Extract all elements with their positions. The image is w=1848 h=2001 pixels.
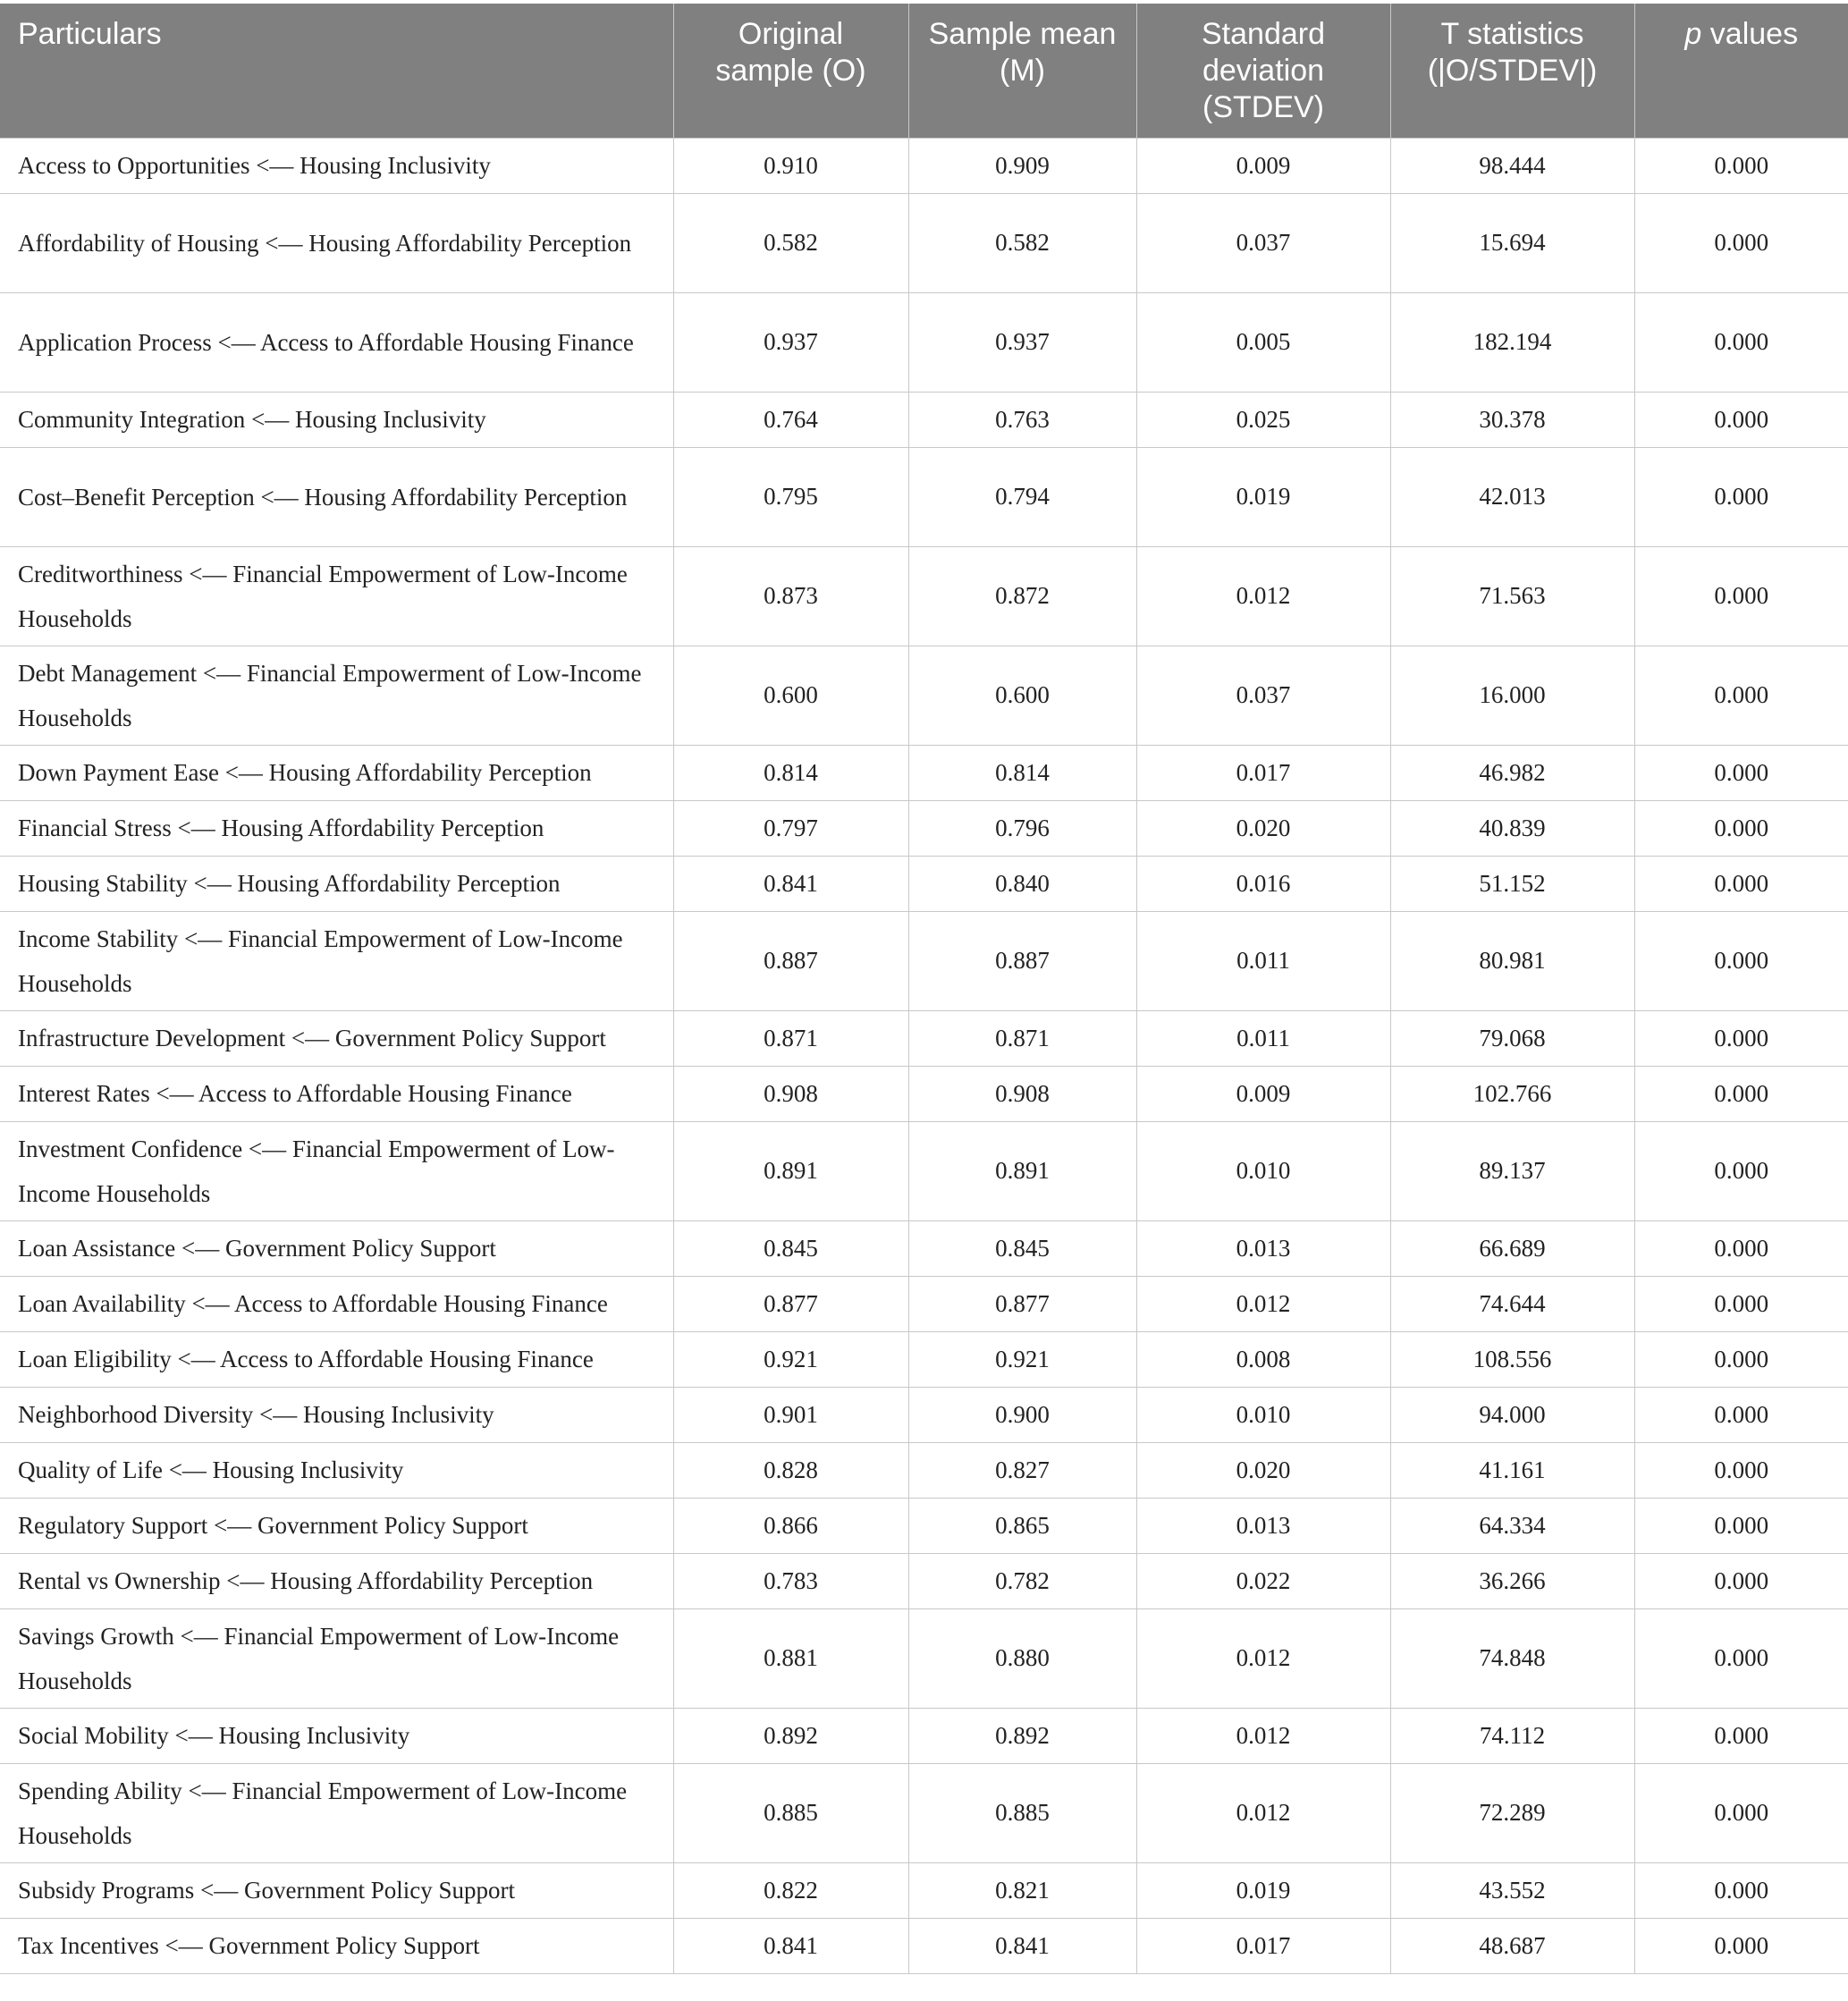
cell-original-sample: 0.783: [673, 1553, 908, 1608]
row-label: Income Stability <— Financial Empowerment of Low-Income Households: [0, 911, 673, 1010]
cell-original-sample: 0.937: [673, 292, 908, 392]
cell-p-value: 0.000: [1634, 1387, 1848, 1442]
cell-t-statistic: 51.152: [1390, 856, 1634, 911]
cell-t-statistic: 108.556: [1390, 1331, 1634, 1387]
row-label: Creditworthiness <— Financial Empowerment of Low-Income Households: [0, 546, 673, 646]
row-label: Affordability of Housing <— Housing Affordability Perception: [0, 193, 673, 292]
header-t-statistics: T statistics (|O/STDEV|): [1390, 4, 1634, 138]
cell-original-sample: 0.845: [673, 1220, 908, 1276]
cell-sample-mean: 0.600: [908, 646, 1136, 745]
cell-sample-mean: 0.841: [908, 1918, 1136, 1973]
cell-original-sample: 0.814: [673, 745, 908, 800]
cell-original-sample: 0.910: [673, 138, 908, 193]
table-header: [0, 4, 1848, 138]
cell-original-sample: 0.901: [673, 1387, 908, 1442]
table-row: [0, 1331, 1848, 1387]
cell-original-sample: 0.795: [673, 447, 908, 546]
table-row: [0, 447, 1848, 546]
table-row: [0, 1553, 1848, 1608]
table-row: [0, 800, 1848, 856]
cell-standard-deviation: 0.037: [1136, 193, 1390, 292]
cell-standard-deviation: 0.012: [1136, 1608, 1390, 1708]
cell-t-statistic: 102.766: [1390, 1066, 1634, 1121]
cell-t-statistic: 15.694: [1390, 193, 1634, 292]
cell-sample-mean: 0.845: [908, 1220, 1136, 1276]
cell-p-value: 0.000: [1634, 646, 1848, 745]
header-original-sample: Original sample (O): [673, 4, 908, 138]
cell-standard-deviation: 0.020: [1136, 800, 1390, 856]
cell-standard-deviation: 0.011: [1136, 1010, 1390, 1066]
row-label: Investment Confidence <— Financial Empowerment of Low-Income Households: [0, 1121, 673, 1220]
cell-p-value: 0.000: [1634, 193, 1848, 292]
cell-t-statistic: 40.839: [1390, 800, 1634, 856]
table-row: [0, 1608, 1848, 1708]
cell-standard-deviation: 0.013: [1136, 1498, 1390, 1553]
cell-original-sample: 0.582: [673, 193, 908, 292]
row-label: Financial Stress <— Housing Affordability Perception: [0, 800, 673, 856]
table-row: [0, 392, 1848, 447]
row-label: Loan Availability <— Access to Affordable Housing Finance: [0, 1276, 673, 1331]
cell-t-statistic: 66.689: [1390, 1220, 1634, 1276]
cell-original-sample: 0.600: [673, 646, 908, 745]
header-sample-mean: Sample mean (M): [908, 4, 1136, 138]
cell-p-value: 0.000: [1634, 292, 1848, 392]
cell-sample-mean: 0.827: [908, 1442, 1136, 1498]
cell-p-value: 0.000: [1634, 1763, 1848, 1862]
cell-sample-mean: 0.921: [908, 1331, 1136, 1387]
row-label: Regulatory Support <— Government Policy Support: [0, 1498, 673, 1553]
cell-p-value: 0.000: [1634, 1553, 1848, 1608]
cell-sample-mean: 0.840: [908, 856, 1136, 911]
row-label: Neighborhood Diversity <— Housing Inclusivity: [0, 1387, 673, 1442]
cell-standard-deviation: 0.020: [1136, 1442, 1390, 1498]
results-table: [0, 4, 1848, 1974]
cell-t-statistic: 98.444: [1390, 138, 1634, 193]
header-standard-deviation: Standard deviation (STDEV): [1136, 4, 1390, 138]
cell-sample-mean: 0.782: [908, 1553, 1136, 1608]
cell-t-statistic: 72.289: [1390, 1763, 1634, 1862]
cell-p-value: 0.000: [1634, 1010, 1848, 1066]
cell-p-value: 0.000: [1634, 1442, 1848, 1498]
header-p-values: p values: [1634, 4, 1848, 138]
cell-p-value: 0.000: [1634, 1608, 1848, 1708]
cell-t-statistic: 43.552: [1390, 1862, 1634, 1918]
cell-p-value: 0.000: [1634, 1331, 1848, 1387]
cell-t-statistic: 74.112: [1390, 1708, 1634, 1763]
cell-t-statistic: 74.848: [1390, 1608, 1634, 1708]
cell-standard-deviation: 0.012: [1136, 1763, 1390, 1862]
cell-original-sample: 0.764: [673, 392, 908, 447]
cell-standard-deviation: 0.037: [1136, 646, 1390, 745]
cell-p-value: 0.000: [1634, 800, 1848, 856]
cell-sample-mean: 0.885: [908, 1763, 1136, 1862]
cell-sample-mean: 0.582: [908, 193, 1136, 292]
cell-t-statistic: 182.194: [1390, 292, 1634, 392]
table-row: [0, 193, 1848, 292]
table-row: [0, 1862, 1848, 1918]
cell-original-sample: 0.891: [673, 1121, 908, 1220]
cell-sample-mean: 0.892: [908, 1708, 1136, 1763]
table-row: [0, 1498, 1848, 1553]
cell-standard-deviation: 0.009: [1136, 1066, 1390, 1121]
cell-p-value: 0.000: [1634, 546, 1848, 646]
cell-p-value: 0.000: [1634, 392, 1848, 447]
cell-t-statistic: 74.644: [1390, 1276, 1634, 1331]
table-row: [0, 1918, 1848, 1973]
cell-sample-mean: 0.937: [908, 292, 1136, 392]
cell-original-sample: 0.871: [673, 1010, 908, 1066]
cell-sample-mean: 0.909: [908, 138, 1136, 193]
cell-original-sample: 0.885: [673, 1763, 908, 1862]
cell-standard-deviation: 0.005: [1136, 292, 1390, 392]
row-label: Interest Rates <— Access to Affordable Housing Finance: [0, 1066, 673, 1121]
table-row: [0, 1010, 1848, 1066]
cell-t-statistic: 71.563: [1390, 546, 1634, 646]
cell-sample-mean: 0.763: [908, 392, 1136, 447]
cell-t-statistic: 42.013: [1390, 447, 1634, 546]
row-label: Subsidy Programs <— Government Policy Support: [0, 1862, 673, 1918]
cell-standard-deviation: 0.016: [1136, 856, 1390, 911]
cell-original-sample: 0.797: [673, 800, 908, 856]
cell-original-sample: 0.877: [673, 1276, 908, 1331]
row-label: Down Payment Ease <— Housing Affordability Perception: [0, 745, 673, 800]
cell-p-value: 0.000: [1634, 1121, 1848, 1220]
cell-p-value: 0.000: [1634, 447, 1848, 546]
cell-sample-mean: 0.821: [908, 1862, 1136, 1918]
cell-standard-deviation: 0.012: [1136, 1708, 1390, 1763]
row-label: Housing Stability <— Housing Affordability Perception: [0, 856, 673, 911]
cell-standard-deviation: 0.008: [1136, 1331, 1390, 1387]
cell-standard-deviation: 0.012: [1136, 1276, 1390, 1331]
table-row: [0, 1276, 1848, 1331]
cell-t-statistic: 48.687: [1390, 1918, 1634, 1973]
cell-sample-mean: 0.887: [908, 911, 1136, 1010]
header-row: [0, 4, 1848, 138]
cell-original-sample: 0.908: [673, 1066, 908, 1121]
header-particulars: Particulars: [0, 4, 673, 138]
table-row: [0, 745, 1848, 800]
table-row: [0, 546, 1848, 646]
cell-standard-deviation: 0.022: [1136, 1553, 1390, 1608]
table-row: [0, 646, 1848, 745]
cell-sample-mean: 0.796: [908, 800, 1136, 856]
cell-standard-deviation: 0.019: [1136, 1862, 1390, 1918]
cell-p-value: 0.000: [1634, 911, 1848, 1010]
cell-p-value: 0.000: [1634, 1276, 1848, 1331]
cell-standard-deviation: 0.012: [1136, 546, 1390, 646]
row-label: Rental vs Ownership <— Housing Affordability Perception: [0, 1553, 673, 1608]
cell-sample-mean: 0.865: [908, 1498, 1136, 1553]
row-label: Infrastructure Development <— Government Policy Support: [0, 1010, 673, 1066]
cell-standard-deviation: 0.019: [1136, 447, 1390, 546]
cell-original-sample: 0.841: [673, 856, 908, 911]
row-label: Application Process <— Access to Affordable Housing Finance: [0, 292, 673, 392]
table-row: [0, 911, 1848, 1010]
cell-t-statistic: 41.161: [1390, 1442, 1634, 1498]
cell-t-statistic: 64.334: [1390, 1498, 1634, 1553]
row-label: Quality of Life <— Housing Inclusivity: [0, 1442, 673, 1498]
cell-standard-deviation: 0.025: [1136, 392, 1390, 447]
cell-standard-deviation: 0.017: [1136, 1918, 1390, 1973]
cell-t-statistic: 16.000: [1390, 646, 1634, 745]
cell-p-value: 0.000: [1634, 1862, 1848, 1918]
cell-original-sample: 0.828: [673, 1442, 908, 1498]
table-row: [0, 856, 1848, 911]
cell-t-statistic: 89.137: [1390, 1121, 1634, 1220]
cell-t-statistic: 30.378: [1390, 392, 1634, 447]
table-row: [0, 138, 1848, 193]
cell-t-statistic: 94.000: [1390, 1387, 1634, 1442]
cell-sample-mean: 0.872: [908, 546, 1136, 646]
table-row: [0, 1708, 1848, 1763]
cell-t-statistic: 80.981: [1390, 911, 1634, 1010]
table-row: [0, 1763, 1848, 1862]
cell-p-value: 0.000: [1634, 1918, 1848, 1973]
row-label: Loan Eligibility <— Access to Affordable Housing Finance: [0, 1331, 673, 1387]
row-label: Savings Growth <— Financial Empowerment of Low-Income Households: [0, 1608, 673, 1708]
cell-p-value: 0.000: [1634, 856, 1848, 911]
cell-original-sample: 0.881: [673, 1608, 908, 1708]
row-label: Cost–Benefit Perception <— Housing Affordability Perception: [0, 447, 673, 546]
table-row: [0, 1442, 1848, 1498]
cell-original-sample: 0.822: [673, 1862, 908, 1918]
cell-sample-mean: 0.794: [908, 447, 1136, 546]
table-row: [0, 1387, 1848, 1442]
cell-original-sample: 0.887: [673, 911, 908, 1010]
cell-sample-mean: 0.871: [908, 1010, 1136, 1066]
cell-standard-deviation: 0.010: [1136, 1121, 1390, 1220]
row-label: Social Mobility <— Housing Inclusivity: [0, 1708, 673, 1763]
row-label: Spending Ability <— Financial Empowerment of Low-Income Households: [0, 1763, 673, 1862]
cell-p-value: 0.000: [1634, 1220, 1848, 1276]
cell-original-sample: 0.866: [673, 1498, 908, 1553]
cell-standard-deviation: 0.013: [1136, 1220, 1390, 1276]
cell-sample-mean: 0.877: [908, 1276, 1136, 1331]
cell-standard-deviation: 0.011: [1136, 911, 1390, 1010]
table-row: [0, 1066, 1848, 1121]
cell-p-value: 0.000: [1634, 1066, 1848, 1121]
cell-t-statistic: 46.982: [1390, 745, 1634, 800]
table-row: [0, 1121, 1848, 1220]
cell-sample-mean: 0.880: [908, 1608, 1136, 1708]
cell-sample-mean: 0.900: [908, 1387, 1136, 1442]
cell-sample-mean: 0.891: [908, 1121, 1136, 1220]
cell-original-sample: 0.873: [673, 546, 908, 646]
cell-standard-deviation: 0.010: [1136, 1387, 1390, 1442]
cell-p-value: 0.000: [1634, 138, 1848, 193]
cell-sample-mean: 0.814: [908, 745, 1136, 800]
row-label: Debt Management <— Financial Empowerment of Low-Income Households: [0, 646, 673, 745]
row-label: Access to Opportunities <— Housing Inclusivity: [0, 138, 673, 193]
cell-original-sample: 0.921: [673, 1331, 908, 1387]
cell-original-sample: 0.892: [673, 1708, 908, 1763]
cell-t-statistic: 79.068: [1390, 1010, 1634, 1066]
cell-p-value: 0.000: [1634, 1708, 1848, 1763]
cell-t-statistic: 36.266: [1390, 1553, 1634, 1608]
cell-standard-deviation: 0.017: [1136, 745, 1390, 800]
table-row: [0, 1220, 1848, 1276]
cell-p-value: 0.000: [1634, 1498, 1848, 1553]
table-row: [0, 292, 1848, 392]
cell-p-value: 0.000: [1634, 745, 1848, 800]
cell-standard-deviation: 0.009: [1136, 138, 1390, 193]
row-label: Community Integration <— Housing Inclusivity: [0, 392, 673, 447]
row-label: Loan Assistance <— Government Policy Support: [0, 1220, 673, 1276]
cell-sample-mean: 0.908: [908, 1066, 1136, 1121]
row-label: Tax Incentives <— Government Policy Support: [0, 1918, 673, 1973]
cell-original-sample: 0.841: [673, 1918, 908, 1973]
table-body: [0, 138, 1848, 1973]
